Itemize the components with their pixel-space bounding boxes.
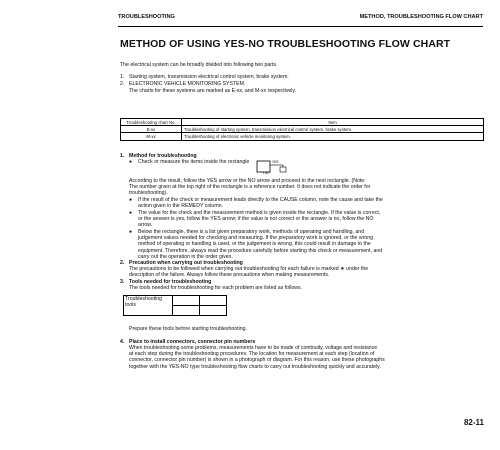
page-header	[118, 14, 483, 27]
paragraph: When troubleshooting some problems, measurements have to be made of continuity, voltage and resistance at each step during the troubleshooting procedures. The location for measurement at each step (location of connector, connector pin number) is shown in a photograph or diagram. For this reason, use these photographs together with the YES-NO type troubleshooting flow charts to carry out troubleshooting quickly and accurately.	[129, 345, 385, 370]
table-cell	[173, 296, 200, 306]
table-row	[121, 126, 484, 133]
bullet-icon: ●	[129, 210, 133, 216]
bullet-icon: ●	[129, 229, 133, 235]
table-header-row	[121, 119, 484, 126]
chart-number-table	[120, 118, 484, 141]
header-topic: METHOD, TROUBLESHOOTING FLOW CHART	[359, 14, 483, 20]
part-text: Starting system, transmission electrical control system, brake system.	[129, 74, 289, 80]
page-number: 82-11	[463, 418, 484, 427]
yes-label: YES	[272, 160, 279, 164]
table-row	[121, 133, 484, 140]
table-cell: M-xx	[121, 133, 182, 140]
header-section: TROUBLESHOOTING	[118, 14, 175, 20]
table-cell	[200, 306, 227, 316]
part-text: ELECTRONIC VEHICLE MONITORING SYSTEM.	[129, 81, 246, 87]
table-row	[124, 296, 227, 306]
table-header-cell: Item	[182, 119, 484, 126]
table-cell: Troubleshooting of electronic vehicle monitoring system.	[182, 133, 484, 140]
table-cell: Troubleshooting of starting system, transmission electrical control system, brake system.	[182, 126, 484, 133]
table-cell: E-xx	[121, 126, 182, 133]
intro-text: The electrical system can be broadly divided into following two parts.	[120, 62, 278, 68]
table-cell	[173, 306, 200, 316]
paragraph: The precautions to be followed when carrying out troubleshooting for each failure is marked ★ under the description of the failure. Always follow these precautions when making measurements.	[129, 266, 369, 279]
part-number: 1.	[120, 74, 125, 80]
tools-label: Troubleshooting tools	[124, 296, 173, 316]
page-title: METHOD OF USING YES-NO TROUBLESHOOTING FLOW CHART	[120, 38, 451, 50]
paragraph: The tools needed for troubleshooting for each problem are listed as follows.	[129, 285, 303, 291]
bullet-icon: ●	[129, 159, 133, 165]
table-header-cell: Troubleshooting chart No.	[121, 119, 182, 126]
tools-table	[123, 295, 227, 316]
table-cell	[200, 296, 227, 306]
no-label: NO	[265, 170, 270, 174]
paragraph: Prepare these tools before starting troubleshooting.	[129, 326, 247, 332]
yes-no-rectangle-icon	[256, 158, 290, 174]
bullet-icon: ●	[129, 197, 133, 203]
paragraph: According to the result, follow the YES arrow or the NO arrow and proceed to the next rectangle. (Note: The number given at the top right of the rectangle is a reference number. It does not indicate the order for troubleshooting).	[129, 178, 371, 197]
part-number: 2.	[120, 81, 125, 87]
